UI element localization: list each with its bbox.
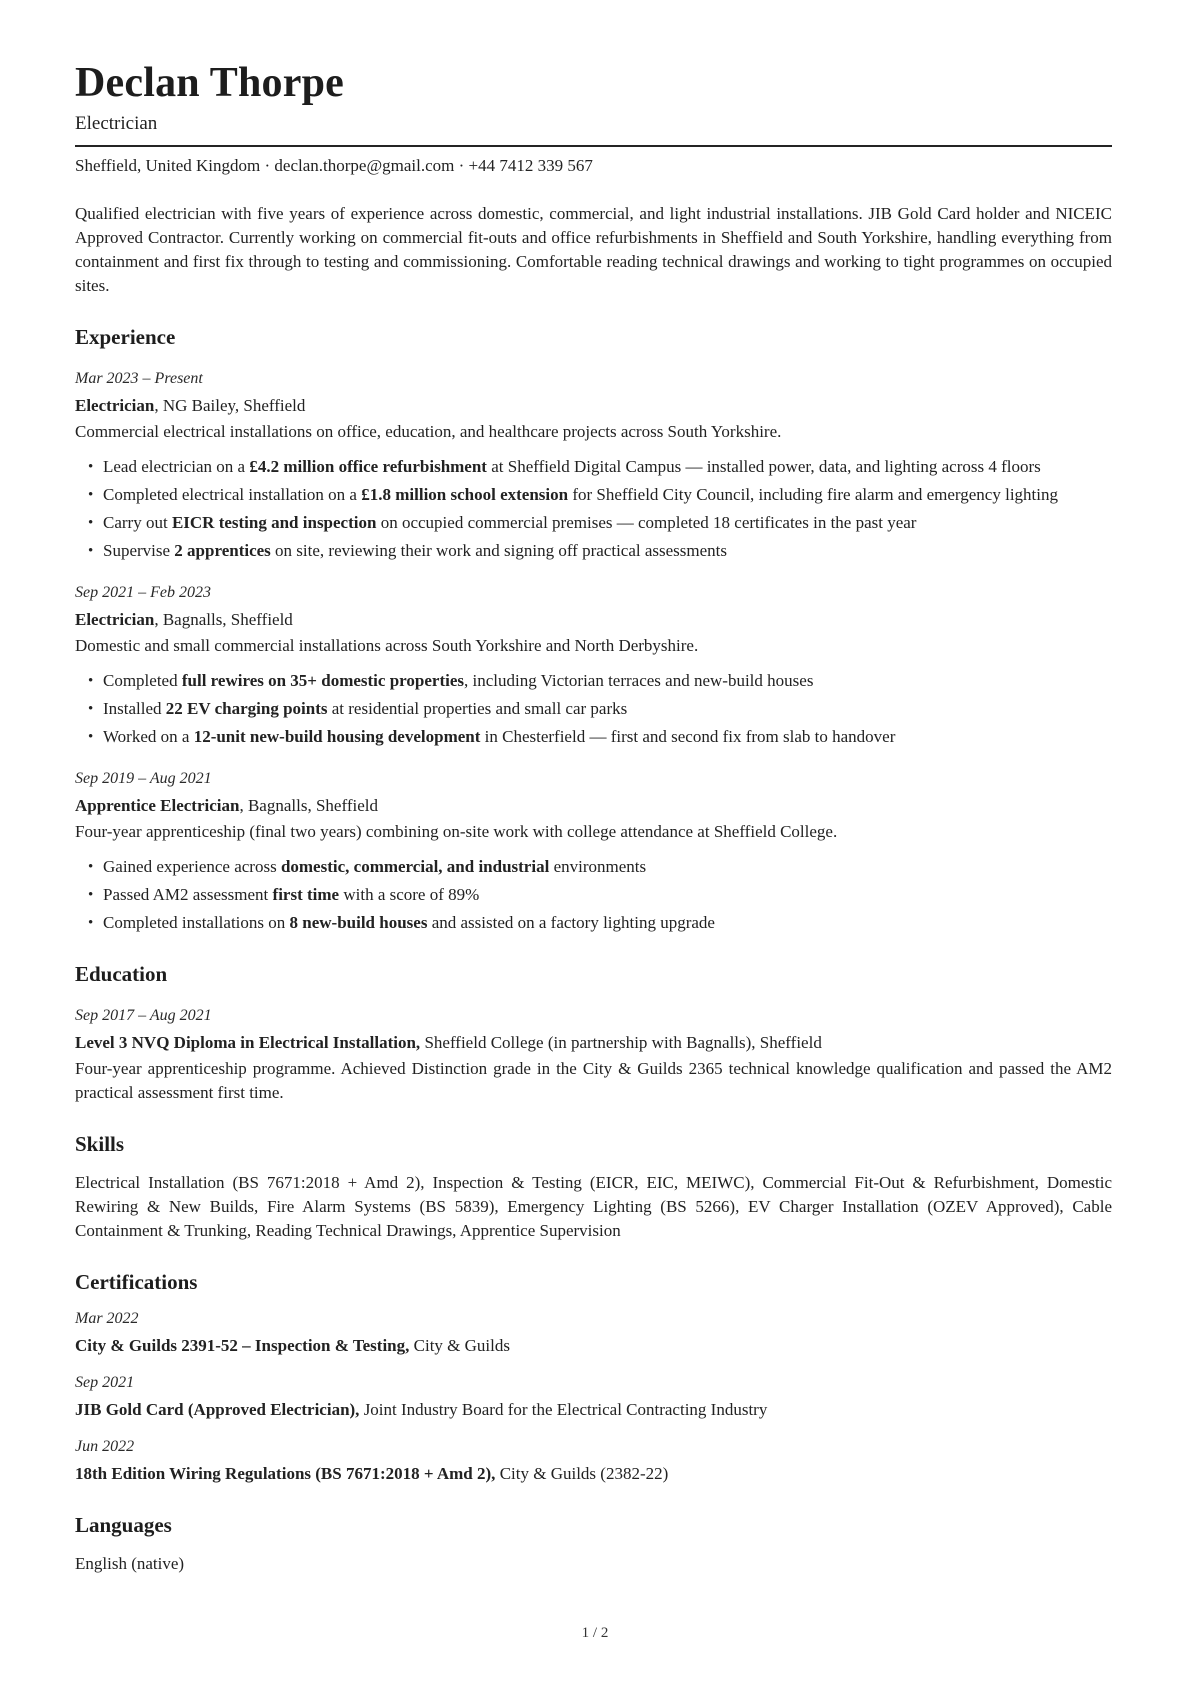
entry-description: Domestic and small commercial installations across South Yorkshire and North Derbyshire.	[75, 635, 699, 655]
experience-entry	[75, 368, 1112, 563]
languages-section-title: Languages	[75, 1513, 172, 1538]
entry-date: Sep 2021 – Feb 2023	[75, 583, 211, 601]
section-languages	[75, 1513, 1112, 1576]
experience-section-title: Experience	[75, 324, 176, 349]
entry-description: Commercial electrical installations on office, education, and healthcare projects across South Yorkshire.	[75, 421, 782, 441]
contact-line: Sheffield, United Kingdom · declan.thorpe@gmail.com · +44 7412 339 567	[75, 155, 593, 175]
bullet-item: • Lead electrician on a £4.2 million office refurbishment at Sheffield Digital Campus — installed power, data, and lighting across 4 floors	[103, 455, 1112, 479]
summary-paragraph: Qualified electrician with five years of experience across domestic, commercial, and light industrial installations. JIB Gold Card holder and NICEIC Approved Contractor. Currently working on commercial fit-outs and office refurbishments in Sheffield and South Yorkshire, handling everything from containment and first fix through to testing and commissioning. Comfortable reading technical drawings and working to tight programmes on occupied sites.	[75, 203, 1112, 295]
bullet-item: • Completed electrical installation on a £1.8 million school extension for Sheffield City Council, including fire alarm and emergency lighting	[103, 483, 1112, 507]
entry-heading: City & Guilds 2391-52 – Inspection & Testing, City & Guilds	[75, 1336, 510, 1356]
section-skills	[75, 1132, 1112, 1243]
entry-date: Sep 2017 – Aug 2021	[75, 1007, 212, 1025]
entry-heading: Electrician, NG Bailey, Sheffield	[75, 395, 306, 415]
bullet-item: • Gained experience across domestic, commercial, and industrial environments	[103, 855, 1112, 879]
entry-date: Jun 2022	[75, 1438, 135, 1456]
page-number: 1 / 2	[581, 1625, 609, 1641]
resume-header	[75, 60, 1112, 178]
entry-date: Mar 2023 – Present	[75, 369, 203, 387]
certifications-section-title: Certifications	[75, 1270, 198, 1295]
person-name: Declan Thorpe	[75, 60, 344, 106]
bullet-item: • Carry out EICR testing and inspection on occupied commercial premises — completed 18 certificates in the past year	[103, 511, 1112, 535]
skills-section-title: Skills	[75, 1132, 125, 1157]
experience-entry	[75, 582, 1112, 749]
experience-entry	[75, 768, 1112, 935]
section-experience	[75, 325, 1112, 935]
entry-description: Four-year apprenticeship programme. Achieved Distinction grade in the City & Guilds 2365 technical knowledge qualification and passed the AM2 practical assessment first time.	[75, 1059, 1112, 1103]
section-certifications	[75, 1270, 1112, 1486]
entry-heading: Level 3 NVQ Diploma in Electrical Installation, Sheffield College (in partnership with Bagnalls), Sheffield	[75, 1033, 822, 1053]
bullet-item: • Completed installations on 8 new-build houses and assisted on a factory lighting upgrade	[103, 911, 1112, 935]
bullet-list	[75, 855, 1112, 935]
bullet-item: • Installed 22 EV charging points at residential properties and small car parks	[103, 697, 1112, 721]
certification-entry	[75, 1436, 1112, 1486]
skills-paragraph: Electrical Installation (BS 7671:2018 + Amd 2), Inspection & Testing (EICR, EIC, MEIWC), Commercial Fit-Out & Refurbishment, Domestic Rewiring & New Builds, Fire Alarm Systems (BS 5839), Emergency Lighting (BS 5266), EV Charger Installation (OZEV Approved), Cable Containment & Trunking, Reading Technical Drawings, Apprentice Supervision	[75, 1173, 1112, 1241]
entry-date: Mar 2022	[75, 1310, 139, 1328]
header-divider	[75, 145, 1112, 147]
entry-heading: JIB Gold Card (Approved Electrician), Joint Industry Board for the Electrical Contracting Industry	[75, 1400, 768, 1420]
entry-date: Sep 2021	[75, 1374, 135, 1392]
bullet-item: • Completed full rewires on 35+ domestic properties, including Victorian terraces and new-build houses	[103, 669, 1112, 693]
entry-description: Four-year apprenticeship (final two years) combining on-site work with college attendance at Sheffield College.	[75, 821, 838, 841]
section-education	[75, 962, 1112, 1105]
bullet-list	[75, 455, 1112, 563]
bullet-item: • Supervise 2 apprentices on site, reviewing their work and signing off practical assessments	[103, 539, 1112, 563]
entry-heading: Electrician, Bagnalls, Sheffield	[75, 609, 293, 629]
entry-date: Sep 2019 – Aug 2021	[75, 769, 212, 787]
languages-text: English (native)	[75, 1554, 185, 1574]
education-section-title: Education	[75, 961, 168, 986]
entry-heading: 18th Edition Wiring Regulations (BS 7671:2018 + Amd 2), City & Guilds (2382-22)	[75, 1464, 669, 1484]
entry-heading: Apprentice Electrician, Bagnalls, Sheffield	[75, 795, 378, 815]
person-job-title: Electrician	[75, 113, 158, 135]
bullet-item: • Passed AM2 assessment first time with a score of 89%	[103, 883, 1112, 907]
certification-entry	[75, 1308, 1112, 1358]
bullet-item: • Worked on a 12-unit new-build housing development in Chesterfield — first and second fix from slab to handover	[103, 725, 1112, 749]
bullet-list	[75, 669, 1112, 749]
education-entry	[75, 1005, 1112, 1105]
certification-entry	[75, 1372, 1112, 1422]
